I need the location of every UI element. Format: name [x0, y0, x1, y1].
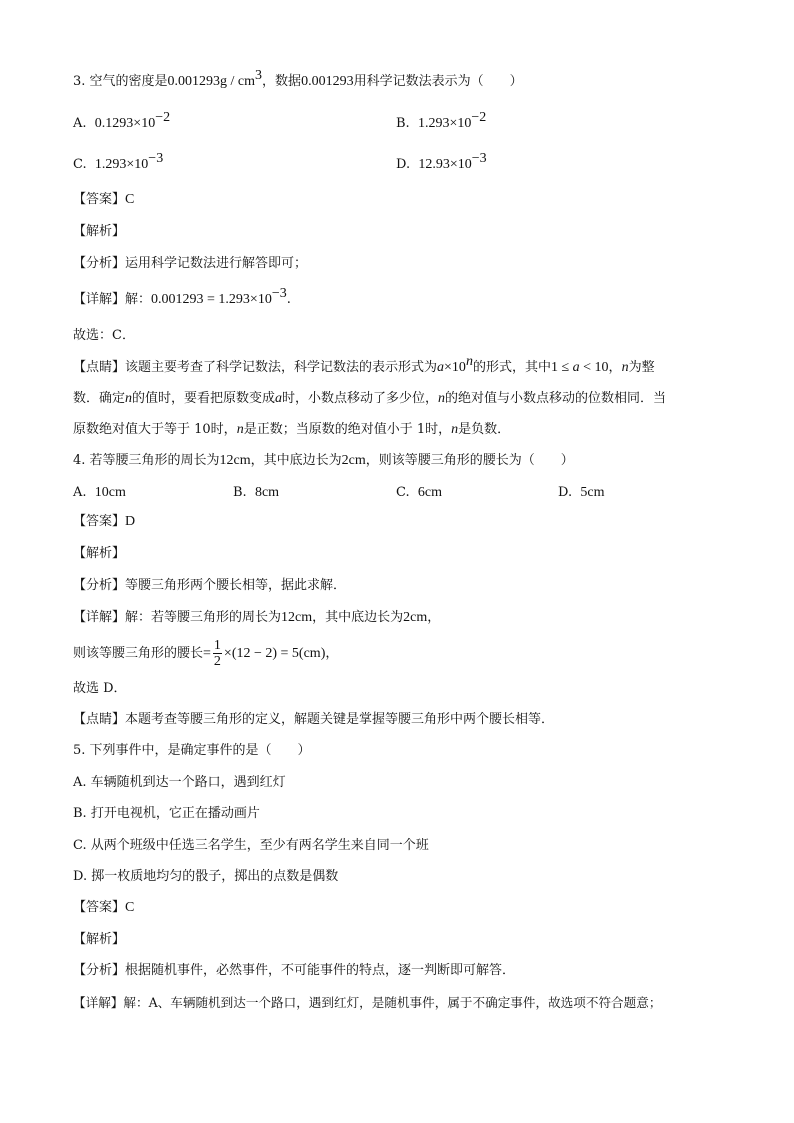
q5-option-b: B. 打开电视机，它正在播动画片	[73, 806, 260, 821]
q4-detail: 【详解】解：若等腰三角形的周长为12cm，其中底边长为2cm，	[73, 610, 441, 625]
q5-stem: 5. 下列事件中，是确定事件的是（ ）	[73, 743, 311, 758]
q3-option-a: A. $0.1293\times 10^{-2}$	[73, 110, 171, 131]
q5-option-a: A. 车辆随机到达一个路口，遇到红灯	[73, 775, 286, 790]
q3-stem: 3. 空气的密度是$0.001293g / cm^3$，数据0.001293用科学记数法表示为（ ）	[73, 68, 523, 89]
q4-dianjing: 【点睛】本题考查等腰三角形的定义，解题关键是掌握等腰三角形中两个腰长相等．	[73, 712, 555, 727]
fraction-one-half: $\frac{1}{2}$	[213, 638, 221, 669]
q3-detail: 【详解】解：$0.001293 = 1.293\times 10^{-3}$.	[73, 286, 291, 307]
q4-option-c: C. 6cm	[396, 485, 442, 500]
q5-option-d: D. 掷一枚质地均匀的骰子，掷出的点数是偶数	[73, 869, 339, 884]
q4-option-b: B. 8cm	[233, 485, 280, 500]
q3-answer: 【答案】C	[73, 192, 135, 207]
q3-analysis-label: 【解析】	[73, 224, 126, 239]
q4-answer: 【答案】D	[73, 514, 136, 529]
q3-dianjing-line1: 【点睛】该题主要考查了科学记数法，科学记数法的表示形式为$a\times 10^n$的形式，其中1 ≤ a < 10，n为整	[73, 354, 655, 375]
q3-option-d: D. $12.93\times 10^{-3}$	[396, 151, 487, 172]
q4-stem: 4. 若等腰三角形的周长为12cm，其中底边长为2cm，则该等腰三角形的腰长为（ ）	[73, 453, 574, 468]
q5-answer: 【答案】C	[73, 900, 135, 915]
q3-choose: 故选：C．	[73, 328, 135, 343]
q5-fenxi: 【分析】根据随机事件，必然事件，不可能事件的特点，逐一判断即可解答．	[73, 963, 516, 978]
q3-option-c: C. $1.293\times 10^{-3}$	[73, 151, 164, 172]
q3-fenxi: 【分析】运用科学记数法进行解答即可；	[73, 256, 308, 271]
q5-detail: 【详解】解：A、车辆随机到达一个路口，遇到红灯，是随机事件，属于不确定事件，故选项不符合题意；	[73, 995, 662, 1010]
q3-number: 0.001293	[301, 74, 354, 89]
q4-option-d: D. 5cm	[558, 485, 605, 500]
q3-dianjing-line2: 数．确定n的值时，要看把原数变成a时，小数点移动了多少位，n的绝对值与小数点移动的位数相同．当	[73, 391, 667, 406]
q4-fenxi: 【分析】等腰三角形两个腰长相等，据此求解．	[73, 578, 347, 593]
q4-calculation: 则该等腰三角形的腰长= $\frac{1}{2}$ ×(12 − 2) = 5(cm)，	[73, 638, 339, 669]
q4-choose: 故选 D．	[73, 681, 127, 696]
q3-dianjing-line3: 原数绝对值大于等于 10时，n是正数；当原数的绝对值小于 1时，n是负数．	[73, 422, 511, 437]
q4-option-a: A. 10cm	[73, 485, 126, 500]
q3-option-b: B. $1.293\times 10^{-2}$	[396, 110, 487, 131]
q5-option-c: C. 从两个班级中任选三名学生，至少有两名学生来自同一个班	[73, 838, 429, 853]
q5-analysis-label: 【解析】	[73, 932, 126, 947]
q3-density: 0.001293g / cm	[167, 74, 256, 89]
q4-analysis-label: 【解析】	[73, 546, 126, 561]
